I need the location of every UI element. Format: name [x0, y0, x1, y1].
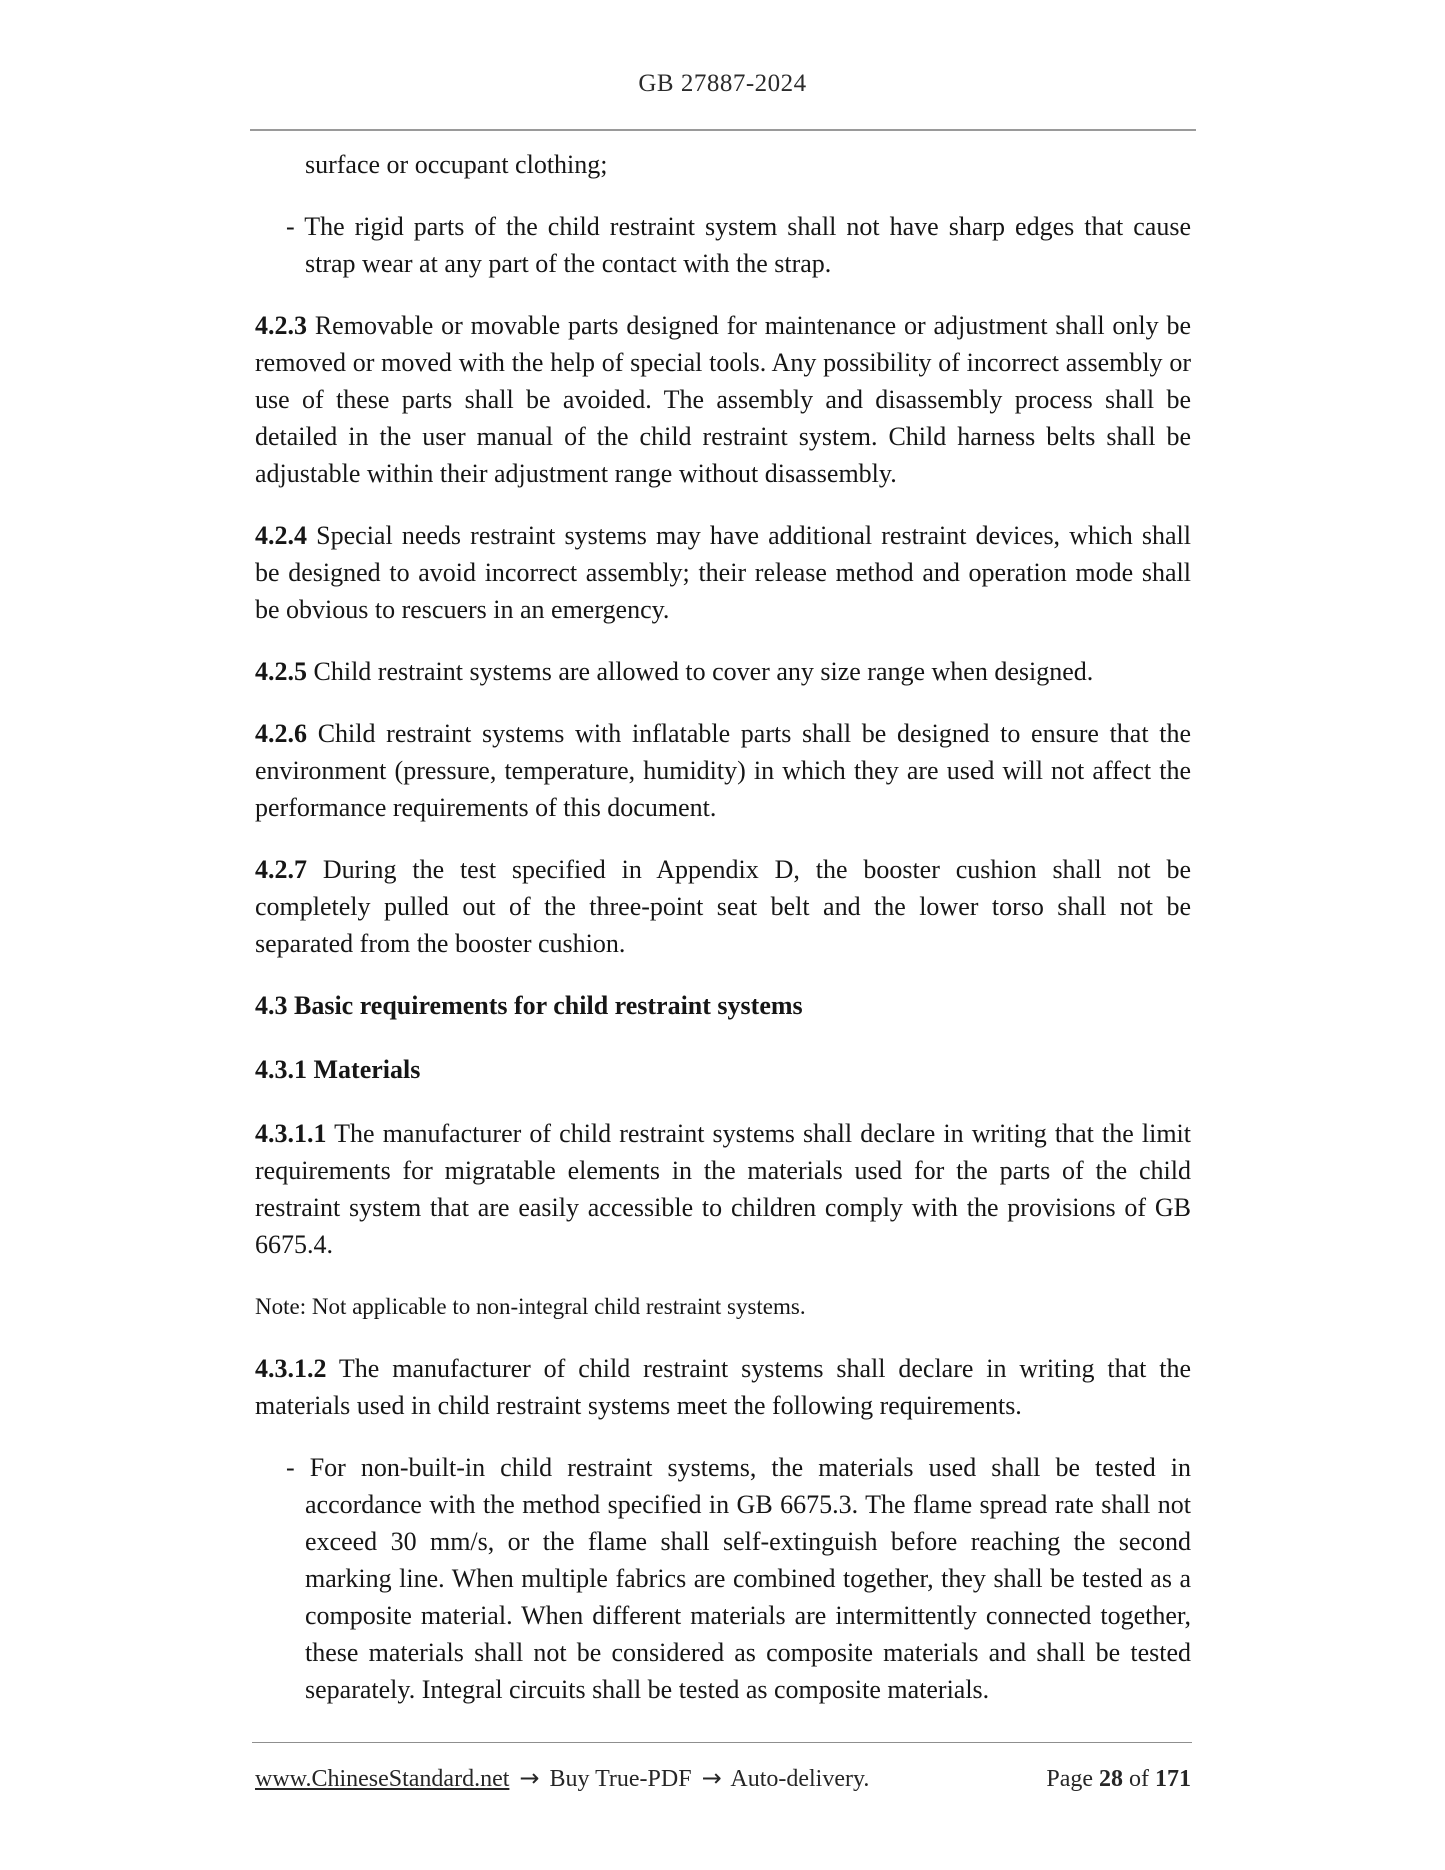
bullet-rigid-parts	[255, 208, 1191, 282]
para-4-2-3	[255, 307, 1191, 492]
para-4-3-1-1	[255, 1115, 1191, 1263]
para-4-2-7	[255, 851, 1191, 962]
footer-source-line	[255, 1764, 873, 1793]
para-4-2-4	[255, 517, 1191, 628]
page-header-title: GB 27887-2024	[638, 70, 807, 97]
para-4-2-6	[255, 715, 1191, 826]
arrow-icon: →	[701, 1764, 722, 1792]
para-4-2-5	[255, 653, 1191, 690]
paragraph-text: Removable or movable parts designed for maintenance or adjustment shall only be removed or moved with the help of special tools. Any possibility of incorrect assembly or use of these parts shall be avoided. The assembly and disassembly process shall be detailed in the user manual of the child restraint system. Child harness belts shall be adjustable within their adjustment range without disassembly.	[255, 311, 1191, 488]
note-non-integral: Note: Not applicable to non-integral child restraint systems.	[255, 1294, 806, 1319]
section-number: 4.3.1.1	[255, 1119, 327, 1148]
site-link[interactable]: www.ChineseStandard.net	[255, 1766, 510, 1792]
paragraph-text: During the test specified in Appendix D, the booster cushion shall not be completely pulled out of the three-point seat belt and the lower torso shall not be separated from the booster cushion.	[255, 855, 1191, 958]
arrow-icon: →	[519, 1764, 540, 1792]
section-number: 4.2.5	[255, 657, 307, 686]
footer-buy-label: Buy True-PDF	[549, 1766, 692, 1792]
current-page-number: 28	[1099, 1766, 1123, 1792]
page-footer	[255, 1764, 1191, 1793]
paragraph-text: Child restraint systems are allowed to cover any size range when designed.	[313, 657, 1094, 686]
footer-divider	[252, 1742, 1192, 1743]
header-divider	[250, 129, 1196, 131]
of-label: of	[1129, 1766, 1149, 1792]
heading-4-3-1: 4.3.1 Materials	[255, 1055, 421, 1084]
paragraph-text: The manufacturer of child restraint systems shall declare in writing that the limit requirements for migratable elements in the materials used for the parts of the child restraint system that are easily accessible to children comply with the provisions of GB 6675.4.	[255, 1119, 1192, 1259]
paragraph-text: The manufacturer of child restraint systems shall declare in writing that the materials used in child restraint systems meet the following requirements.	[255, 1354, 1192, 1420]
total-page-number: 171	[1155, 1766, 1191, 1792]
paragraph-text: Special needs restraint systems may have additional restraint devices, which shall be designed to avoid incorrect assembly; their release method and operation mode shall be obvious to rescuers in an emergency.	[255, 521, 1191, 624]
section-number: 4.3.1.2	[255, 1354, 327, 1383]
footer-delivery-label: Auto-delivery.	[730, 1766, 870, 1792]
document-body	[255, 146, 1191, 1733]
para-4-3-1-2	[255, 1350, 1191, 1424]
para-continuation-clothing	[255, 146, 1191, 183]
section-number: 4.2.7	[255, 855, 307, 884]
section-number: 4.2.6	[255, 719, 307, 748]
paragraph-text: surface or occupant clothing;	[305, 150, 608, 179]
section-number: 4.2.3	[255, 311, 307, 340]
page-number-indicator	[1046, 1766, 1191, 1793]
paragraph-text: Child restraint systems with inflatable parts shall be designed to ensure that the environment (pressure, temperature, humidity) in which they are used will not affect the performance requirements of this document.	[255, 719, 1192, 822]
bullet-non-built-in	[255, 1449, 1191, 1708]
page-label: Page	[1046, 1766, 1093, 1792]
paragraph-text: - The rigid parts of the child restraint system shall not have sharp edges that cause strap wear at any part of the contact with the strap.	[286, 212, 1191, 278]
section-number: 4.2.4	[255, 521, 307, 550]
paragraph-text: - For non-built-in child restraint systems, the materials used shall be tested in accordance with the method specified in GB 6675.3. The flame spread rate shall not exceed 30 mm/s, or the flame shall self-extinguish before reaching the second marking line. When multiple fabrics are combined together, they shall be tested as a composite material. When different materials are intermittently connected together, these materials shall not be considered as composite materials and shall be tested separately. Integral circuits shall be tested as composite materials.	[286, 1453, 1191, 1704]
heading-4-3: 4.3 Basic requirements for child restraint systems	[255, 991, 803, 1020]
